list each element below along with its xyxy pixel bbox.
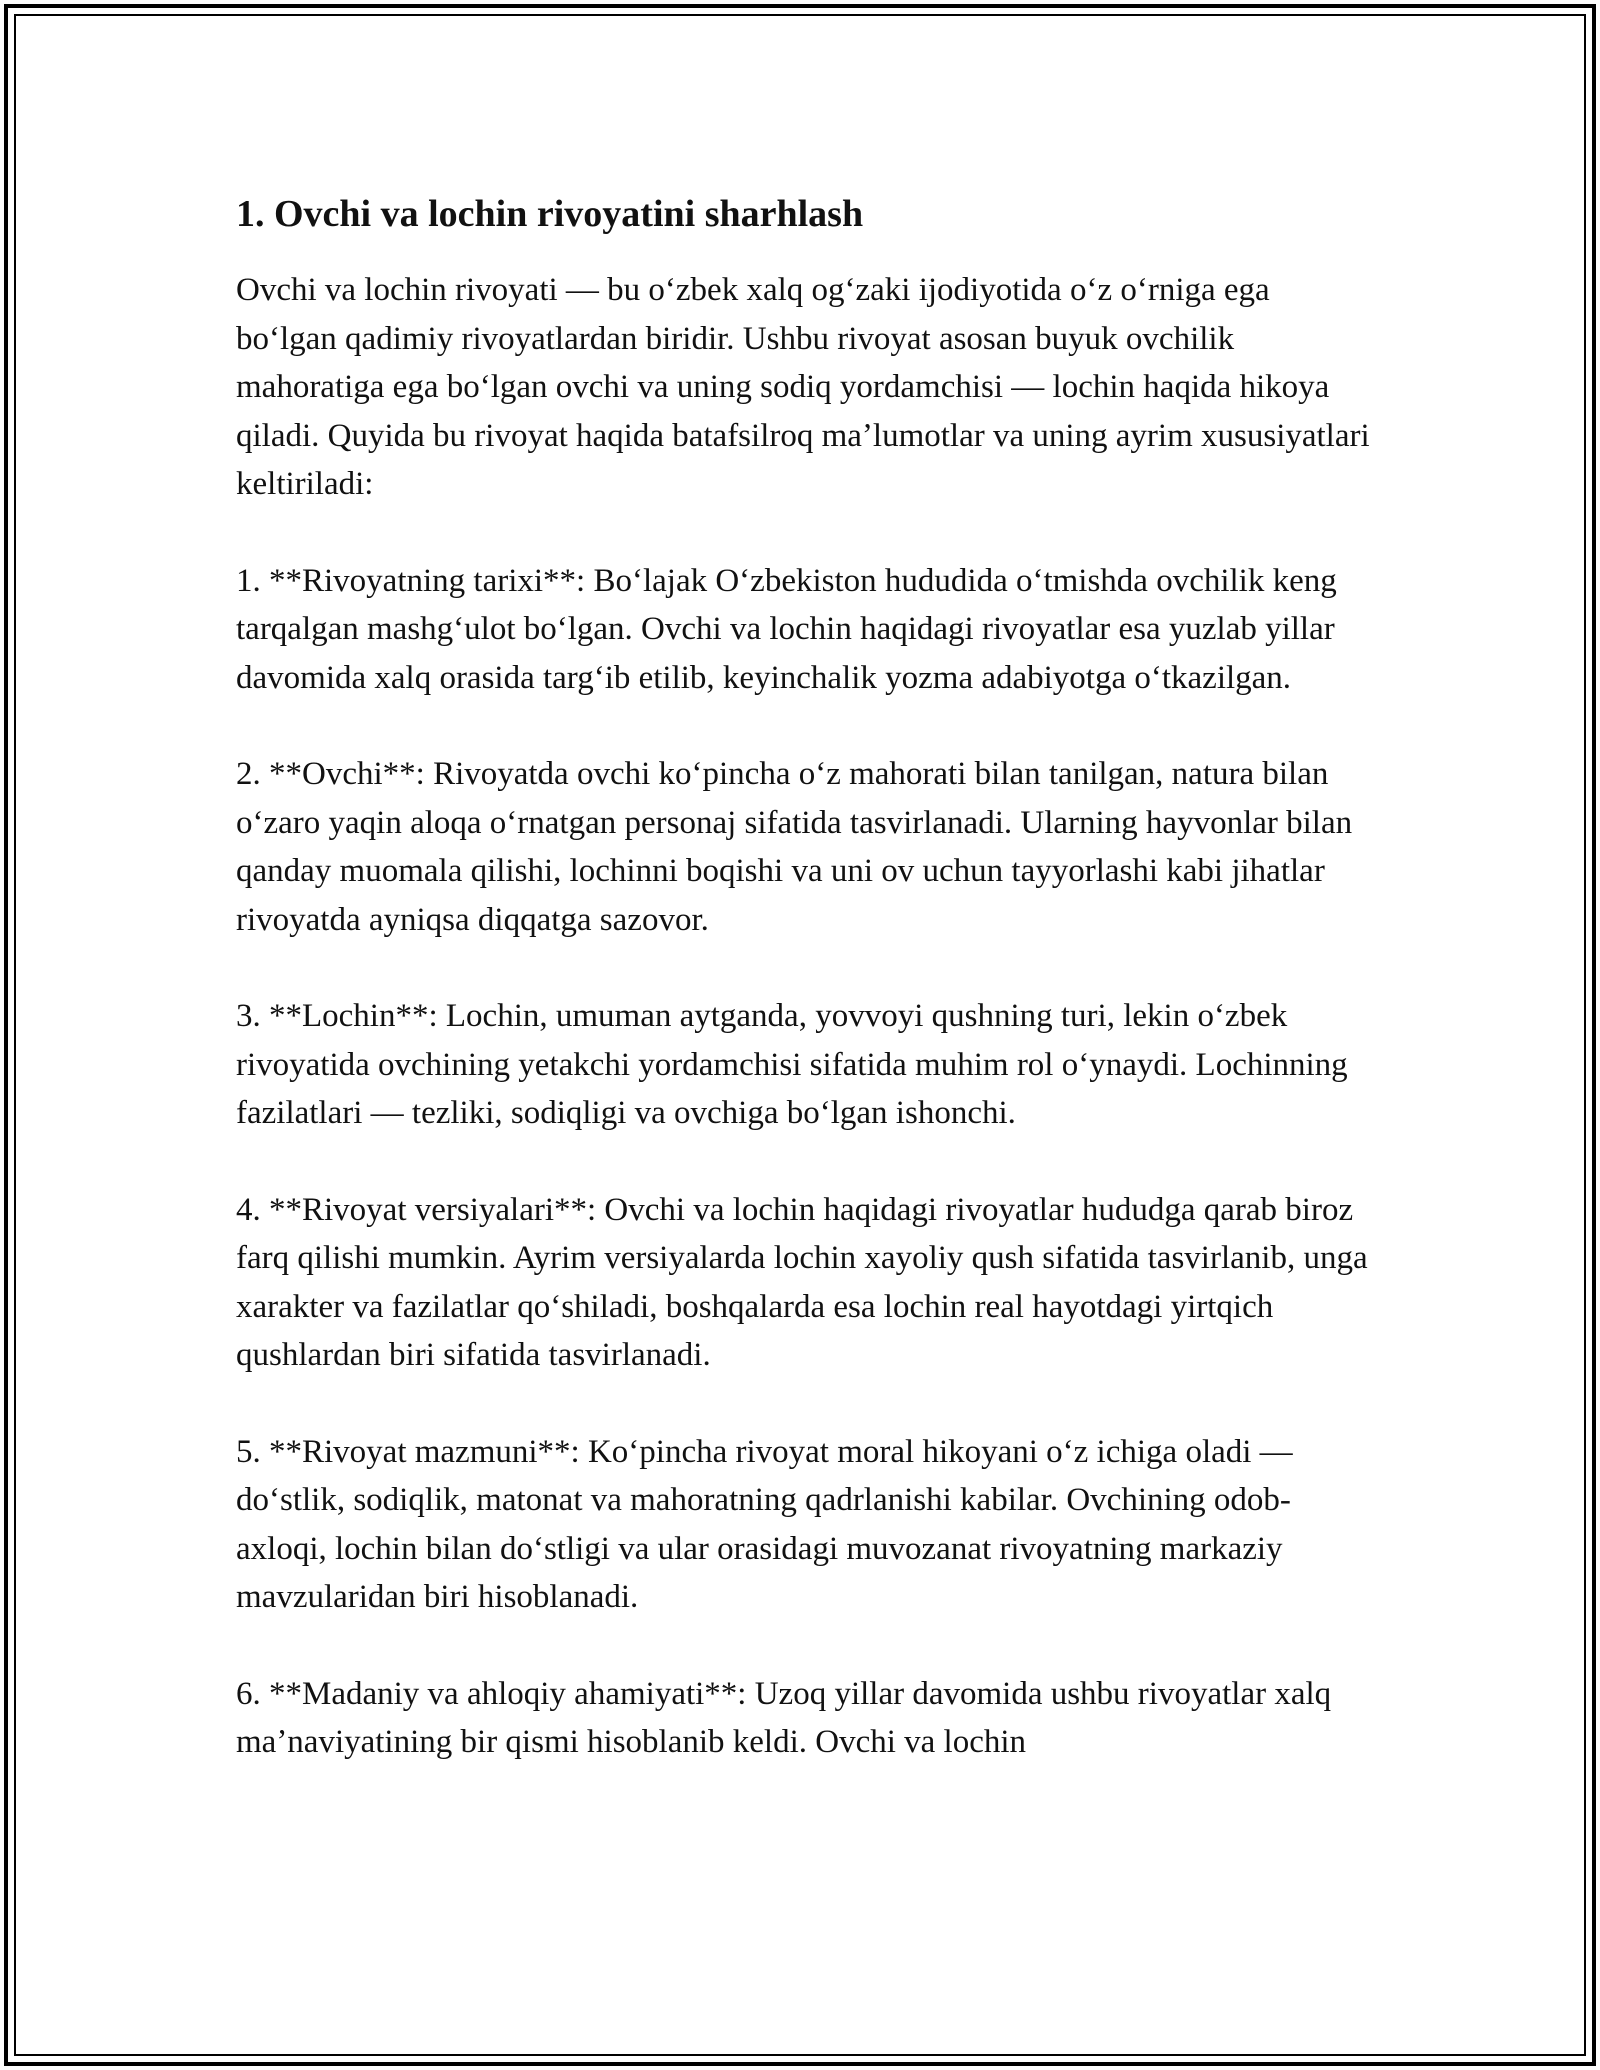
paragraph-cultural-significance: 6. **Madaniy va ahloqiy ahamiyati**: Uzoq yillar davomida ushbu rivoyatlar xalq maʼnaviyatining bir qismi hisoblanib keldi. Ovchi va lochin [236, 1675, 1332, 1760]
paragraph-versions: 4. **Rivoyat versiyalari**: Ovchi va lochin haqidagi rivoyatlar hududga qarab biroz farq qilishi mumkin. Ayrim versiyalarda lochin xayoliy qush sifatida tasvirlanib, unga xarakter va fazilatlar qoʻshiladi, boshqalarda esa lochin real hayotdagi yirtqich qushlardan biri sifatida tasvirlanadi. [236, 1191, 1368, 1373]
paragraph-content: 5. **Rivoyat mazmuni**: Koʻpincha rivoyat moral hikoyani oʻz ichiga oladi — doʻstlik, sodiqlik, matonat va mahoratning qadrlanishi kabilar. Ovchining odob-axloqi, lochin bilan doʻstligi va ular orasidagi muvozanat rivoyatning markaziy mavzularidan biri hisoblanadi. [236, 1433, 1293, 1615]
intro-paragraph: Ovchi va lochin rivoyati — bu oʻzbek xalq ogʻzaki ijodiyotida oʻz oʻrniga ega boʻlgan qadimiy rivoyatlardan biridir. Ushbu rivoyat asosan buyuk ovchilik mahoratiga ega boʻlgan ovchi va uning sodiq yordamchisi — lochin haqida hikoya qiladi. Quyida bu rivoyat haqida batafsilroq maʼlumotlar va uning ayrim xususiyatlari keltiriladi: [236, 272, 1370, 502]
document-body [236, 186, 1376, 1815]
paragraph-falcon: 3. **Lochin**: Lochin, umuman aytganda, yovvoyi qushning turi, lekin oʻzbek rivoyatida ovchining yetakchi yordamchisi sifatida muhim rol oʻynaydi. Lochinning fazilatlari — tezliki, sodiqligi va ovchiga boʻlgan ishonchi. [236, 998, 1348, 1131]
document-title: 1. Ovchi va lochin rivoyatini sharhlash [236, 193, 864, 235]
paragraph-hunter: 2. **Ovchi**: Rivoyatda ovchi koʻpincha oʻz mahorati bilan tanilgan, natura bilan oʻzaro yaqin aloqa oʻrnatgan personaj sifatida tasvirlanadi. Ularning hayvonlar bilan qanday muomala qilishi, lochinni boqishi va uni ov uchun tayyorlashi kabi jihatlar rivoyatda ayniqsa diqqatga sazovor. [236, 756, 1353, 938]
paragraph-history: 1. **Rivoyatning tarixi**: Boʻlajak Oʻzbekiston hududida oʻtmishda ovchilik keng tarqalgan mashgʻulot boʻlgan. Ovchi va lochin haqidagi rivoyatlar esa yuzlab yillar davomida xalq orasida targʻib etilib, keyinchalik yozma adabiyotga oʻtkazilgan. [236, 562, 1337, 696]
